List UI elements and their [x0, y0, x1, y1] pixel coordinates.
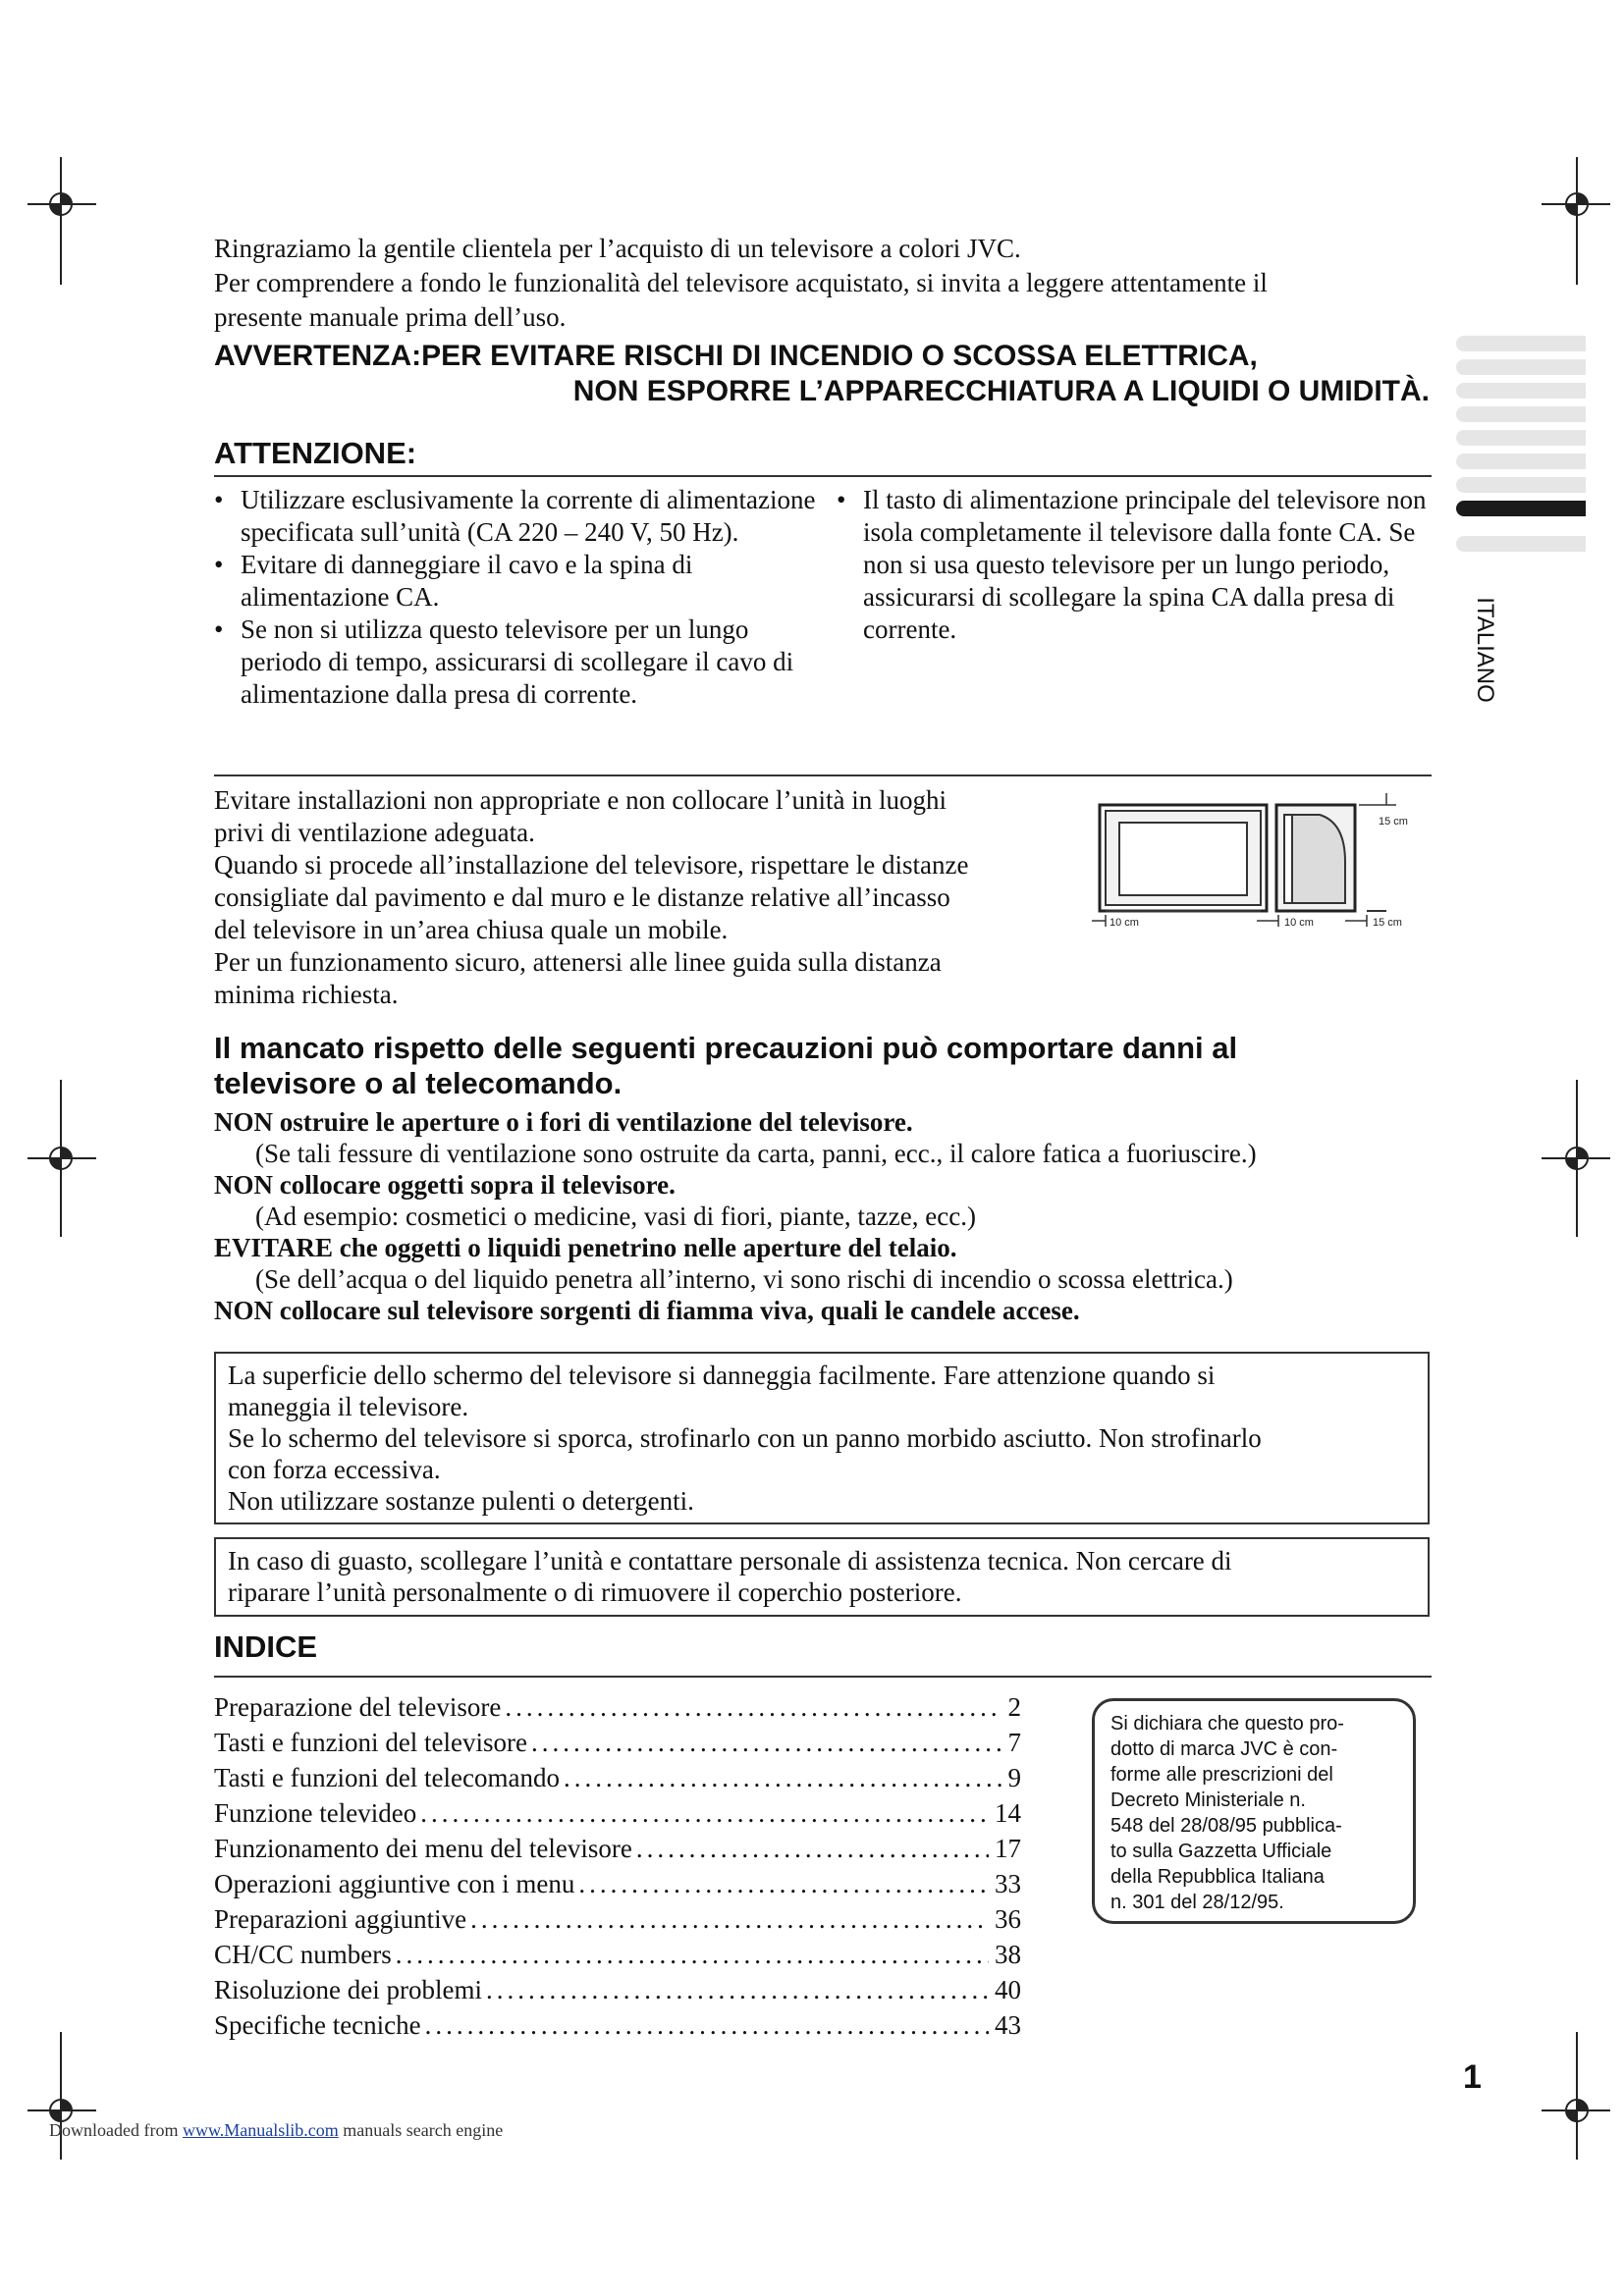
registration-mark-top-right	[1542, 157, 1610, 285]
toc-leader	[564, 1760, 1002, 1795]
attenzione-left-column	[214, 484, 823, 711]
decree-line: Si dichiara che questo pro-	[1110, 1713, 1344, 1735]
decree-line: to sulla Gazzetta Ufficiale	[1110, 1841, 1332, 1862]
screen-care-line: Non utilizzare sostanze pulenti o detergenti.	[228, 1486, 694, 1516]
fault-line: riparare l’unità personalmente o di rimuovere il coperchio posteriore.	[228, 1577, 962, 1607]
toc-leader	[425, 2007, 989, 2043]
toc-page: 17	[995, 1834, 1021, 1863]
diagram-top-label: 15 cm	[1379, 816, 1408, 828]
toc-entry[interactable]	[214, 1972, 1021, 2007]
diagram-middle-label: 10 cm	[1284, 917, 1314, 929]
tv-screen	[1119, 823, 1247, 895]
fault-line: In caso di guasto, scollegare l’unità e contattare personale di assistenza tecnica. Non cercare di	[228, 1546, 1232, 1575]
toc-label: Funzione televideo	[214, 1798, 417, 1828]
toc-label: Tasti e funzioni del televisore	[214, 1728, 528, 1757]
precaution-rule: NON collocare sul televisore sorgenti di fiamma viva, quali le candele accese.	[214, 1296, 1080, 1325]
diagram-left-label: 10 cm	[1110, 917, 1139, 929]
toc-label: CH/CC numbers	[214, 1940, 392, 1969]
decree-line: dotto di marca JVC è con-	[1110, 1738, 1338, 1760]
tv-clearance-diagram	[1092, 793, 1432, 931]
attenzione-title: ATTENZIONE:	[214, 436, 417, 470]
footer-link[interactable]: www.Manualslib.com	[182, 2120, 339, 2140]
download-footer	[49, 2120, 503, 2141]
toc-entry[interactable]	[214, 1725, 1021, 1760]
precaution-rule: NON ostruire le aperture o i fori di ventilazione del televisore.	[214, 1107, 913, 1137]
toc-page: 7	[1007, 1728, 1021, 1757]
decree-line: della Repubblica Italiana	[1110, 1866, 1325, 1888]
side-language-text: ITALIANO	[1472, 597, 1498, 703]
precautions-title	[214, 1031, 1392, 1101]
precautions-list	[214, 1106, 1441, 1326]
decree-line: Decreto Ministeriale n.	[1110, 1789, 1306, 1811]
page-number: 1	[1463, 2058, 1482, 2096]
language-tab-bar	[1456, 359, 1586, 375]
toc-label: Funzionamento dei menu del televisore	[214, 1834, 632, 1863]
decree-line: n. 301 del 28/12/95.	[1110, 1892, 1284, 1913]
precaution-rule: EVITARE che oggetti o liquidi penetrino nelle aperture del telaio.	[214, 1233, 957, 1262]
language-tab-bar	[1456, 536, 1586, 552]
language-tab-bar-active	[1456, 501, 1586, 516]
installation-line: Evitare installazioni non appropriate e non collocare l’unità in luoghi	[214, 785, 947, 815]
toc-label: Preparazioni aggiuntive	[214, 1904, 467, 1934]
attenzione-right-column	[837, 484, 1435, 646]
fault-box	[214, 1537, 1430, 1617]
toc-page: 33	[995, 1869, 1021, 1898]
toc-leader	[486, 1972, 989, 2007]
table-of-contents	[214, 1689, 1021, 2043]
installation-line: privi di ventilazione adeguata.	[214, 818, 535, 847]
registration-mark-middle-right	[1542, 1080, 1610, 1237]
toc-page: 14	[995, 1798, 1021, 1828]
installation-line: del televisore in un’area chiusa quale un mobile.	[214, 915, 729, 944]
toc-entry[interactable]	[214, 1866, 1021, 1901]
toc-label: Risoluzione dei problemi	[214, 1975, 482, 2004]
decree-notice-box	[1092, 1698, 1416, 1924]
screen-care-line: con forza eccessiva.	[228, 1455, 441, 1484]
toc-page: 43	[995, 2010, 1021, 2040]
toc-page: 9	[1007, 1763, 1021, 1792]
attenzione-item: • Il tasto di alimentazione principale del televisore non isola completamente il televisore dalla fonte CA. Se non si usa questo televisore per un lungo periodo, assicurarsi di scollegare la spina CA dalla presa di corrente.	[837, 484, 1435, 646]
toc-page: 40	[995, 1975, 1021, 2004]
toc-label: Operazioni aggiuntive con i menu	[214, 1869, 575, 1898]
precaution-rule: NON collocare oggetti sopra il televisore.	[214, 1170, 676, 1200]
intro-line: presente manuale prima dell’uso.	[214, 302, 567, 332]
toc-entry[interactable]	[214, 1831, 1021, 1866]
precaution-note: (Se tali fessure di ventilazione sono ostruite da carta, panni, ecc., il calore fatica a fuoriuscire.)	[255, 1139, 1257, 1168]
installation-line: Quando si procede all’installazione del televisore, rispettare le distanze	[214, 850, 969, 880]
precaution-note: (Se dell’acqua o del liquido penetra all’interno, vi sono rischi di incendio o scossa elettrica.)	[255, 1264, 1233, 1294]
installation-line: minima richiesta.	[214, 980, 399, 1009]
language-tab-bar	[1456, 454, 1586, 469]
language-tab-bar	[1456, 406, 1586, 422]
language-tab-bar	[1456, 336, 1586, 351]
screen-care-box	[214, 1352, 1430, 1524]
toc-leader	[636, 1831, 989, 1866]
warning-line-2: NON ESPORRE L’APPARECCHIATURA A LIQUIDI O UMIDITÀ.	[572, 375, 1430, 407]
footer-prefix: Downloaded from	[49, 2120, 183, 2140]
screen-care-line: maneggia il televisore.	[228, 1392, 469, 1421]
diagram-right-label: 15 cm	[1373, 917, 1402, 929]
toc-entry[interactable]	[214, 1689, 1021, 1725]
language-tab-bar	[1456, 383, 1586, 399]
registration-mark-top-left	[27, 157, 96, 285]
footer-suffix: manuals search engine	[338, 2120, 504, 2140]
language-tab-bar	[1456, 477, 1586, 493]
intro-text	[214, 232, 1432, 335]
toc-page: 38	[995, 1940, 1021, 1969]
toc-leader	[578, 1866, 989, 1901]
precaution-note: (Ad esempio: cosmetici o medicine, vasi di fiori, piante, tazze, ecc.)	[255, 1201, 976, 1231]
precautions-title-line: Il mancato rispetto delle seguenti precauzioni può comportare danni al	[214, 1031, 1238, 1065]
installation-line: Per un funzionamento sicuro, attenersi alle linee guida sulla distanza	[214, 947, 942, 977]
installation-text	[214, 784, 1078, 1011]
toc-leader	[531, 1725, 1001, 1760]
toc-label: Specifiche tecniche	[214, 2010, 421, 2040]
intro-line: Per comprendere a fondo le funzionalità del televisore acquistato, si invita a leggere attentamente il	[214, 268, 1268, 297]
installation-line: consigliate dal pavimento e dal muro e le distanze relative all’incasso	[214, 882, 950, 912]
language-tab-bar	[1456, 430, 1586, 446]
side-language-label	[1465, 586, 1504, 714]
toc-leader	[420, 1795, 989, 1831]
toc-entry[interactable]	[214, 1795, 1021, 1831]
toc-leader	[396, 1937, 989, 1972]
precautions-title-line: televisore o al telecomando.	[214, 1066, 623, 1100]
attenzione-divider	[214, 475, 1432, 477]
toc-leader	[470, 1901, 989, 1937]
screen-care-line: Se lo schermo del televisore si sporca, strofinarlo con un panno morbido asciutto. Non strofinarlo	[228, 1423, 1262, 1453]
toc-label: Preparazione del televisore	[214, 1692, 502, 1722]
attenzione-item: • Se non si utilizza questo televisore per un lungo periodo di tempo, assicurarsi di scollegare il cavo di alimentazione dalla presa di corrente.	[214, 614, 823, 711]
toc-label: Tasti e funzioni del telecomando	[214, 1763, 560, 1792]
decree-line: forme alle prescrizioni del	[1110, 1764, 1333, 1786]
toc-entry[interactable]	[214, 2007, 1021, 2043]
registration-mark-middle-left	[27, 1080, 96, 1237]
intro-line: Ringraziamo la gentile clientela per l’acquisto di un televisore a colori JVC.	[214, 234, 1021, 263]
indice-title: INDICE	[214, 1629, 318, 1664]
attenzione-item: • Evitare di danneggiare il cavo e la spina di alimentazione CA.	[214, 549, 823, 614]
installation-divider	[214, 774, 1432, 776]
toc-leader	[505, 1689, 1001, 1725]
toc-page: 2	[1007, 1692, 1021, 1722]
toc-entry[interactable]	[214, 1937, 1021, 1972]
attenzione-item: • Utilizzare esclusivamente la corrente di alimentazione specificata sull’unità (CA 220 – 240 V, 50 Hz).	[214, 484, 823, 549]
screen-care-line: La superficie dello schermo del televisore si danneggia facilmente. Fare attenzione quando si	[228, 1361, 1216, 1390]
registration-mark-bottom-right	[1542, 2032, 1610, 2160]
warning-line-1: AVVERTENZA:PER EVITARE RISCHI DI INCENDIO O SCOSSA ELETTRICA,	[214, 340, 1258, 372]
toc-entry[interactable]	[214, 1901, 1021, 1937]
indice-divider	[214, 1676, 1432, 1678]
decree-line: 548 del 28/08/95 pubblica-	[1110, 1815, 1342, 1837]
toc-entry[interactable]	[214, 1760, 1021, 1795]
warning-heading	[214, 339, 1432, 409]
toc-page: 36	[995, 1904, 1021, 1934]
